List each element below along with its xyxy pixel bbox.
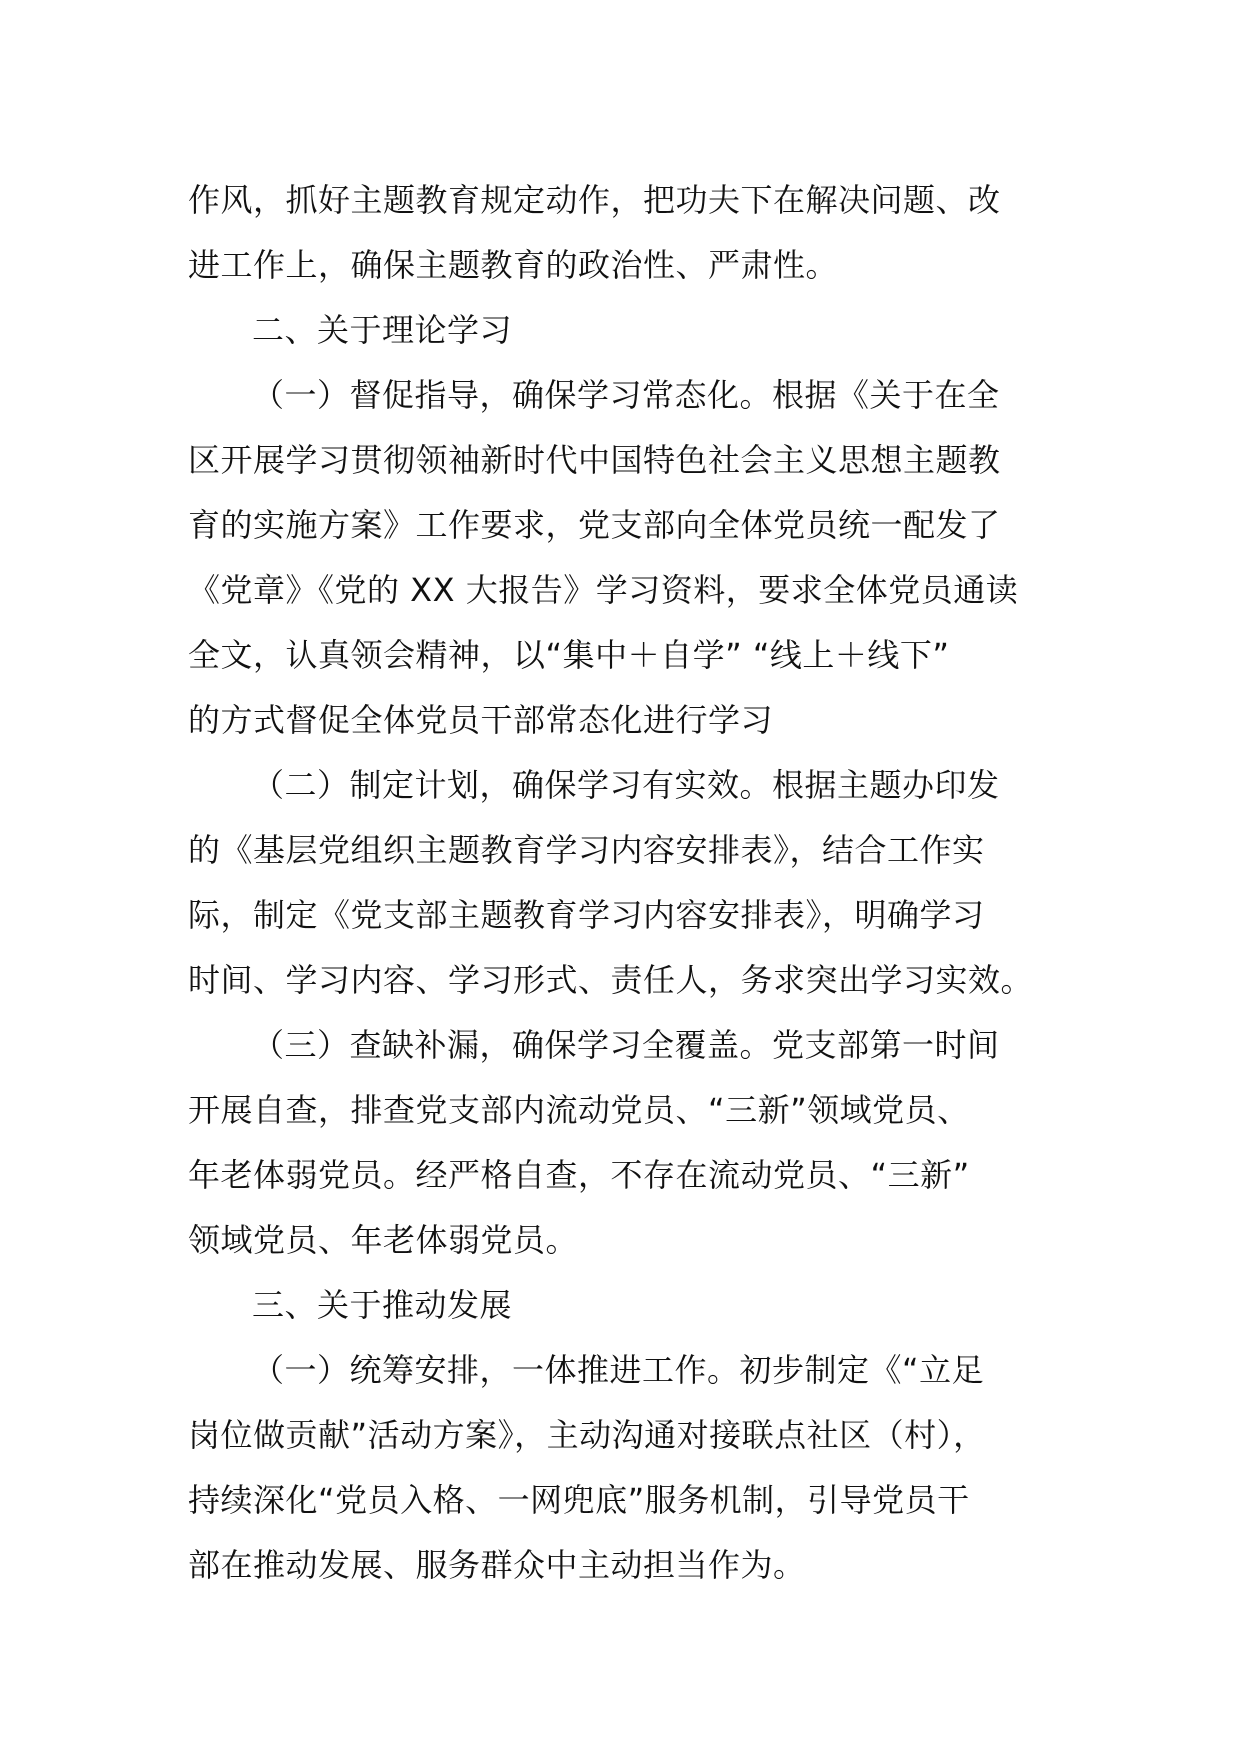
document-body [188,168,1068,1598]
text-line: 部在推动发展、服务群众中主动担当作为。 [188,1546,806,1584]
text-line: 的方式督促全体党员干部常态化进行学习 [188,701,774,739]
text-line: 《党章》《党的 XX 大报告》学习资料，要求全体党员通读 [188,571,1019,609]
section-heading: 三、关于推动发展 [252,1286,513,1324]
paragraph-start: （一）督促指导，确保学习常态化。根据《关于在全 [252,376,1000,414]
text-line: 全文，认真领会精神，以“集中＋自学” “线上＋线下” [188,636,950,674]
text-line: 的《基层党组织主题教育学习内容安排表》，结合工作实 [188,831,985,869]
text-line: 区开展学习贯彻领袖新时代中国特色社会主义思想主题教 [188,441,1001,479]
text-line: 岗位做贡献”活动方案》，主动沟通对接联点社区（村）， [188,1416,986,1454]
text-line: 作风，抓好主题教育规定动作，把功夫下在解决问题、改 [188,181,1001,219]
paragraph-start: （一）统筹安排，一体推进工作。初步制定《“立足 [252,1351,985,1389]
text-line: 进工作上，确保主题教育的政治性、严肃性。 [188,246,839,284]
paragraph-start: （二）制定计划，确保学习有实效。根据主题办印发 [252,766,1000,804]
paragraph-start: （三）查缺补漏，确保学习全覆盖。党支部第一时间 [252,1026,1000,1064]
text-line: 持续深化“党员入格、一网兜底”服务机制，引导党员干 [188,1481,970,1519]
text-line: 际，制定《党支部主题教育学习内容安排表》，明确学习 [188,896,985,934]
text-line: 开展自查，排查党支部内流动党员、“三新”领域党员、 [188,1091,970,1129]
text-line: 时间、学习内容、学习形式、责任人，务求突出学习实效。 [188,961,1034,999]
text-line: 领域党员、年老体弱党员。 [188,1221,579,1259]
section-heading: 二、关于理论学习 [252,311,513,349]
text-line: 育的实施方案》工作要求，党支部向全体党员统一配发了 [188,506,1001,544]
text-line: 年老体弱党员。经严格自查，不存在流动党员、“三新” [188,1156,970,1194]
